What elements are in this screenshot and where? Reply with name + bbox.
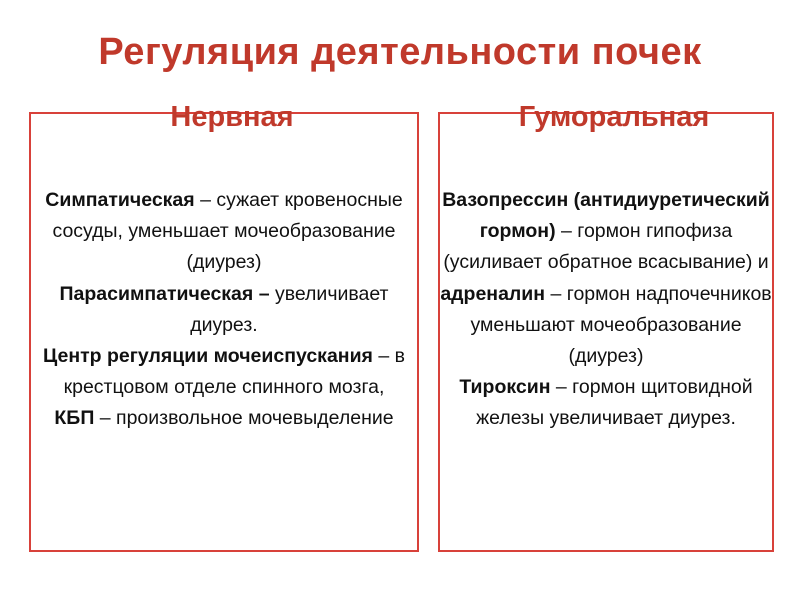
- nervous-item: [31, 341, 417, 403]
- description: – произвольное мочевыделение: [94, 407, 394, 430]
- nervous-item: [31, 185, 417, 279]
- humoral-item: [440, 185, 772, 279]
- humoral-heading: Гуморальная: [518, 101, 710, 133]
- term: КБП: [54, 407, 95, 430]
- term: Симпатическая: [45, 189, 195, 211]
- description: – гормон надпочечников уменьшают мочеобразование (диурез): [470, 282, 772, 368]
- term: Тироксин: [459, 376, 551, 399]
- term: адреналин: [440, 282, 546, 305]
- nervous-item: [31, 403, 417, 434]
- humoral-item: [440, 372, 772, 434]
- nervous-body: [31, 185, 417, 435]
- nervous-heading: Нервная: [170, 101, 294, 133]
- description: – гормон гипофиза (усиливает обратное всасывание) и: [443, 220, 769, 274]
- term: Центр регуляции мочеиспускания: [43, 345, 373, 368]
- description: – сужает кровеносные сосуды, уменьшает мочеобразование (диурез): [52, 189, 403, 274]
- description: увеличивает диурез.: [190, 282, 389, 336]
- description: – гормон щитовидной железы увеличивает диурез.: [476, 376, 753, 430]
- nervous-item: [31, 279, 417, 341]
- description: – в крестцовом отделе спинного мозга,: [63, 345, 405, 399]
- humoral-body: [440, 185, 772, 435]
- humoral-item: [440, 279, 772, 373]
- slide-title: Регуляция деятельности почек: [98, 31, 702, 73]
- term: Парасимпатическая –: [59, 282, 270, 305]
- term: Вазопрессин (антидиуретический гормон): [442, 189, 770, 243]
